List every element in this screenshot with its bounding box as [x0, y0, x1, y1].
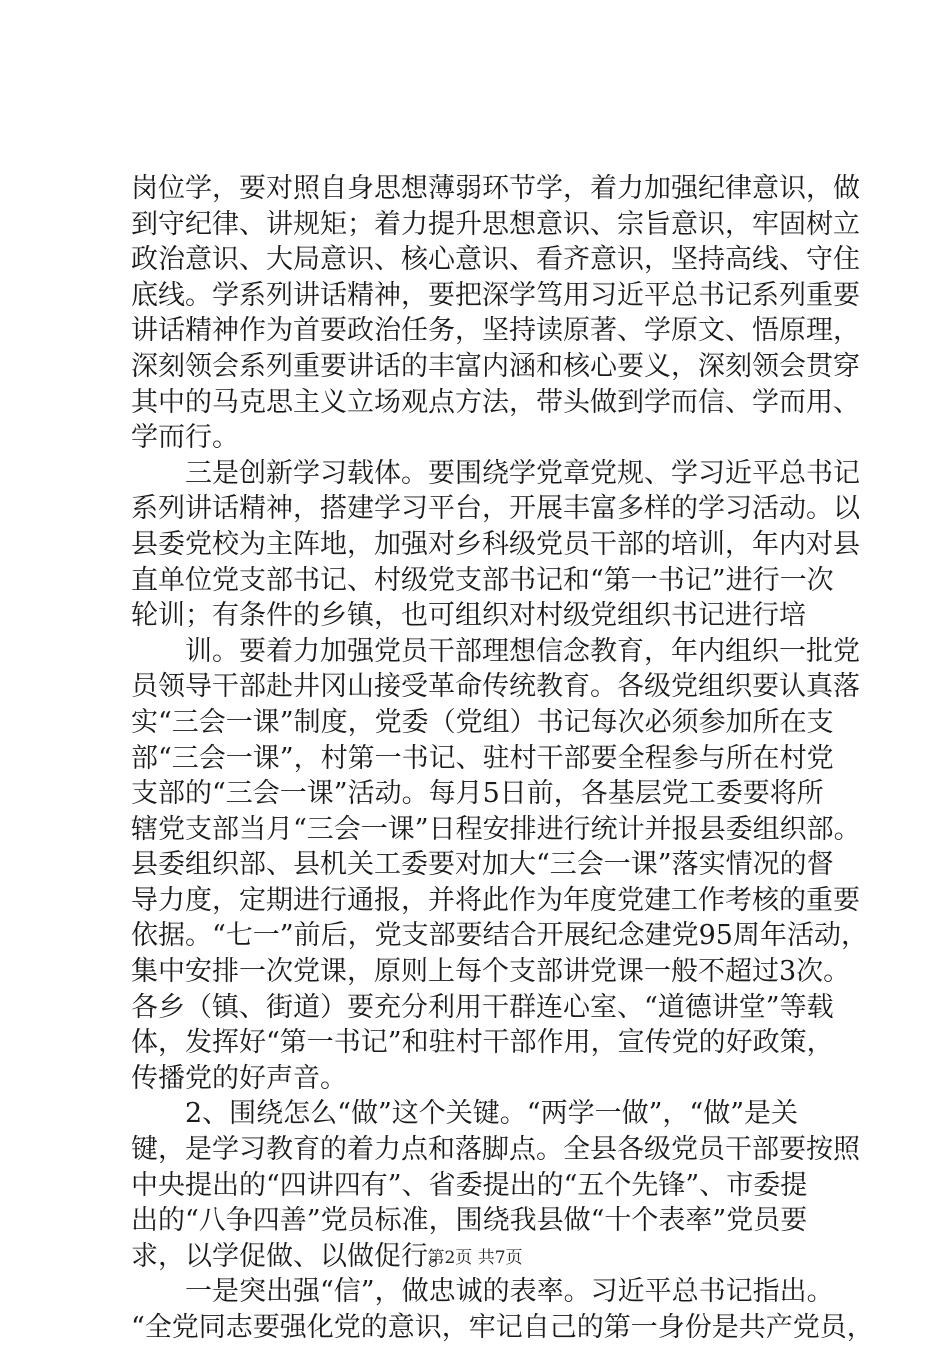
text-line: 求，以学促做、以做促行。 — [131, 1240, 455, 1272]
text-line: 员领导干部赴井冈山接受革命传统教育。各级党组织要认真落 — [131, 671, 860, 703]
text-line: 底线。学系列讲话精神，要把深学笃用习近平总书记系列重要 — [131, 279, 860, 311]
text-line: 轮训；有条件的乡镇，也可组织对村级党组织书记进行培 — [131, 600, 806, 632]
text-line: 支部的“三会一课”活动。每月5日前，各基层党工委要将所 — [131, 778, 824, 810]
text-line: 政治意识、大局意识、核心意识、看齐意识，坚持高线、守住 — [131, 244, 860, 276]
text-line: 辖党支部当月“三会一课”日程安排进行统计并报县委组织部。 — [131, 813, 861, 845]
text-line: 学而行。 — [131, 422, 239, 454]
text-line: 依据。“七一”前后，党支部要结合开展纪念建党95周年活动， — [131, 920, 868, 952]
text-line: 训。要着力加强党员干部理想信念教育，年内组织一批党 — [131, 635, 860, 667]
text-line: 键，是学习教育的着力点和落脚点。全县各级党员干部要按照 — [131, 1134, 860, 1166]
text-line: 深刻领会系列重要讲话的丰富内涵和核心要义，深刻领会贯穿 — [131, 350, 860, 382]
text-line: 到守纪律、讲规矩；着力提升思想意识、宗旨意识，牢固树立 — [131, 208, 860, 240]
text-line: 三是创新学习载体。要围绕学党章党规、学习近平总书记 — [131, 457, 860, 489]
text-line: 直单位党支部书记、村级党支部书记和“第一书记”进行一次 — [131, 564, 834, 596]
paragraph-learning-carrier — [131, 456, 860, 634]
text-line: 一是突出强“信”，做忠诚的表率。习近平总书记指出。 — [131, 1276, 834, 1308]
text-line: 系列讲话精神，搭建学习平台，开展丰富多样的学习活动。以 — [131, 493, 860, 525]
paragraph-study-post — [131, 171, 860, 456]
text-line: 讲话精神作为首要政治任务，坚持读原著、学原文、悟原理， — [131, 315, 860, 347]
text-line: 出的“八争四善”党员标准，围绕我县做“十个表率”党员要 — [131, 1205, 808, 1237]
page-number-footer: 第2页 共7页 — [427, 1248, 523, 1268]
text-line: 各乡（镇、街道）要充分利用干群连心室、“道德讲堂”等载 — [131, 991, 834, 1023]
text-line: 2、围绕怎么“做”这个关键。“两学一做”，“做”是关 — [131, 1098, 798, 1130]
text-line: 集中安排一次党课，原则上每个支部讲党课一般不超过3次。 — [131, 956, 851, 988]
paragraph-loyalty — [131, 1274, 874, 1345]
paragraph-training — [131, 634, 868, 1097]
document-body — [131, 171, 874, 1346]
text-line: 县委党校为主阵地，加强对乡科级党员干部的培训，年内对县 — [131, 528, 860, 560]
text-line: 中央提出的“四讲四有”、省委提出的“五个先锋”、市委提 — [131, 1169, 808, 1201]
text-line: “全党同志要强化党的意识，牢记自己的第一身份是共产党员， — [131, 1312, 874, 1343]
text-line: 县委组织部、县机关工委要对加大“三会一课”落实情况的督 — [131, 849, 834, 881]
text-line: 其中的马克思主义立场观点方法，带头做到学而信、学而用、 — [131, 386, 860, 418]
text-line: 实“三会一课”制度，党委（党组）书记每次必须参加所在支 — [131, 706, 834, 738]
text-line: 导力度，定期进行通报，并将此作为年度党建工作考核的重要 — [131, 884, 860, 916]
text-line: 体，发挥好“第一书记”和驻村干部作用，宣传党的好政策， — [131, 1027, 834, 1059]
text-line: 传播党的好声音。 — [131, 1062, 347, 1094]
text-line: 部“三会一课”，村第一书记、驻村干部要全程参与所在村党 — [131, 742, 834, 774]
text-line: 岗位学，要对照自身思想薄弱环节学，着力加强纪律意识，做 — [131, 173, 860, 204]
